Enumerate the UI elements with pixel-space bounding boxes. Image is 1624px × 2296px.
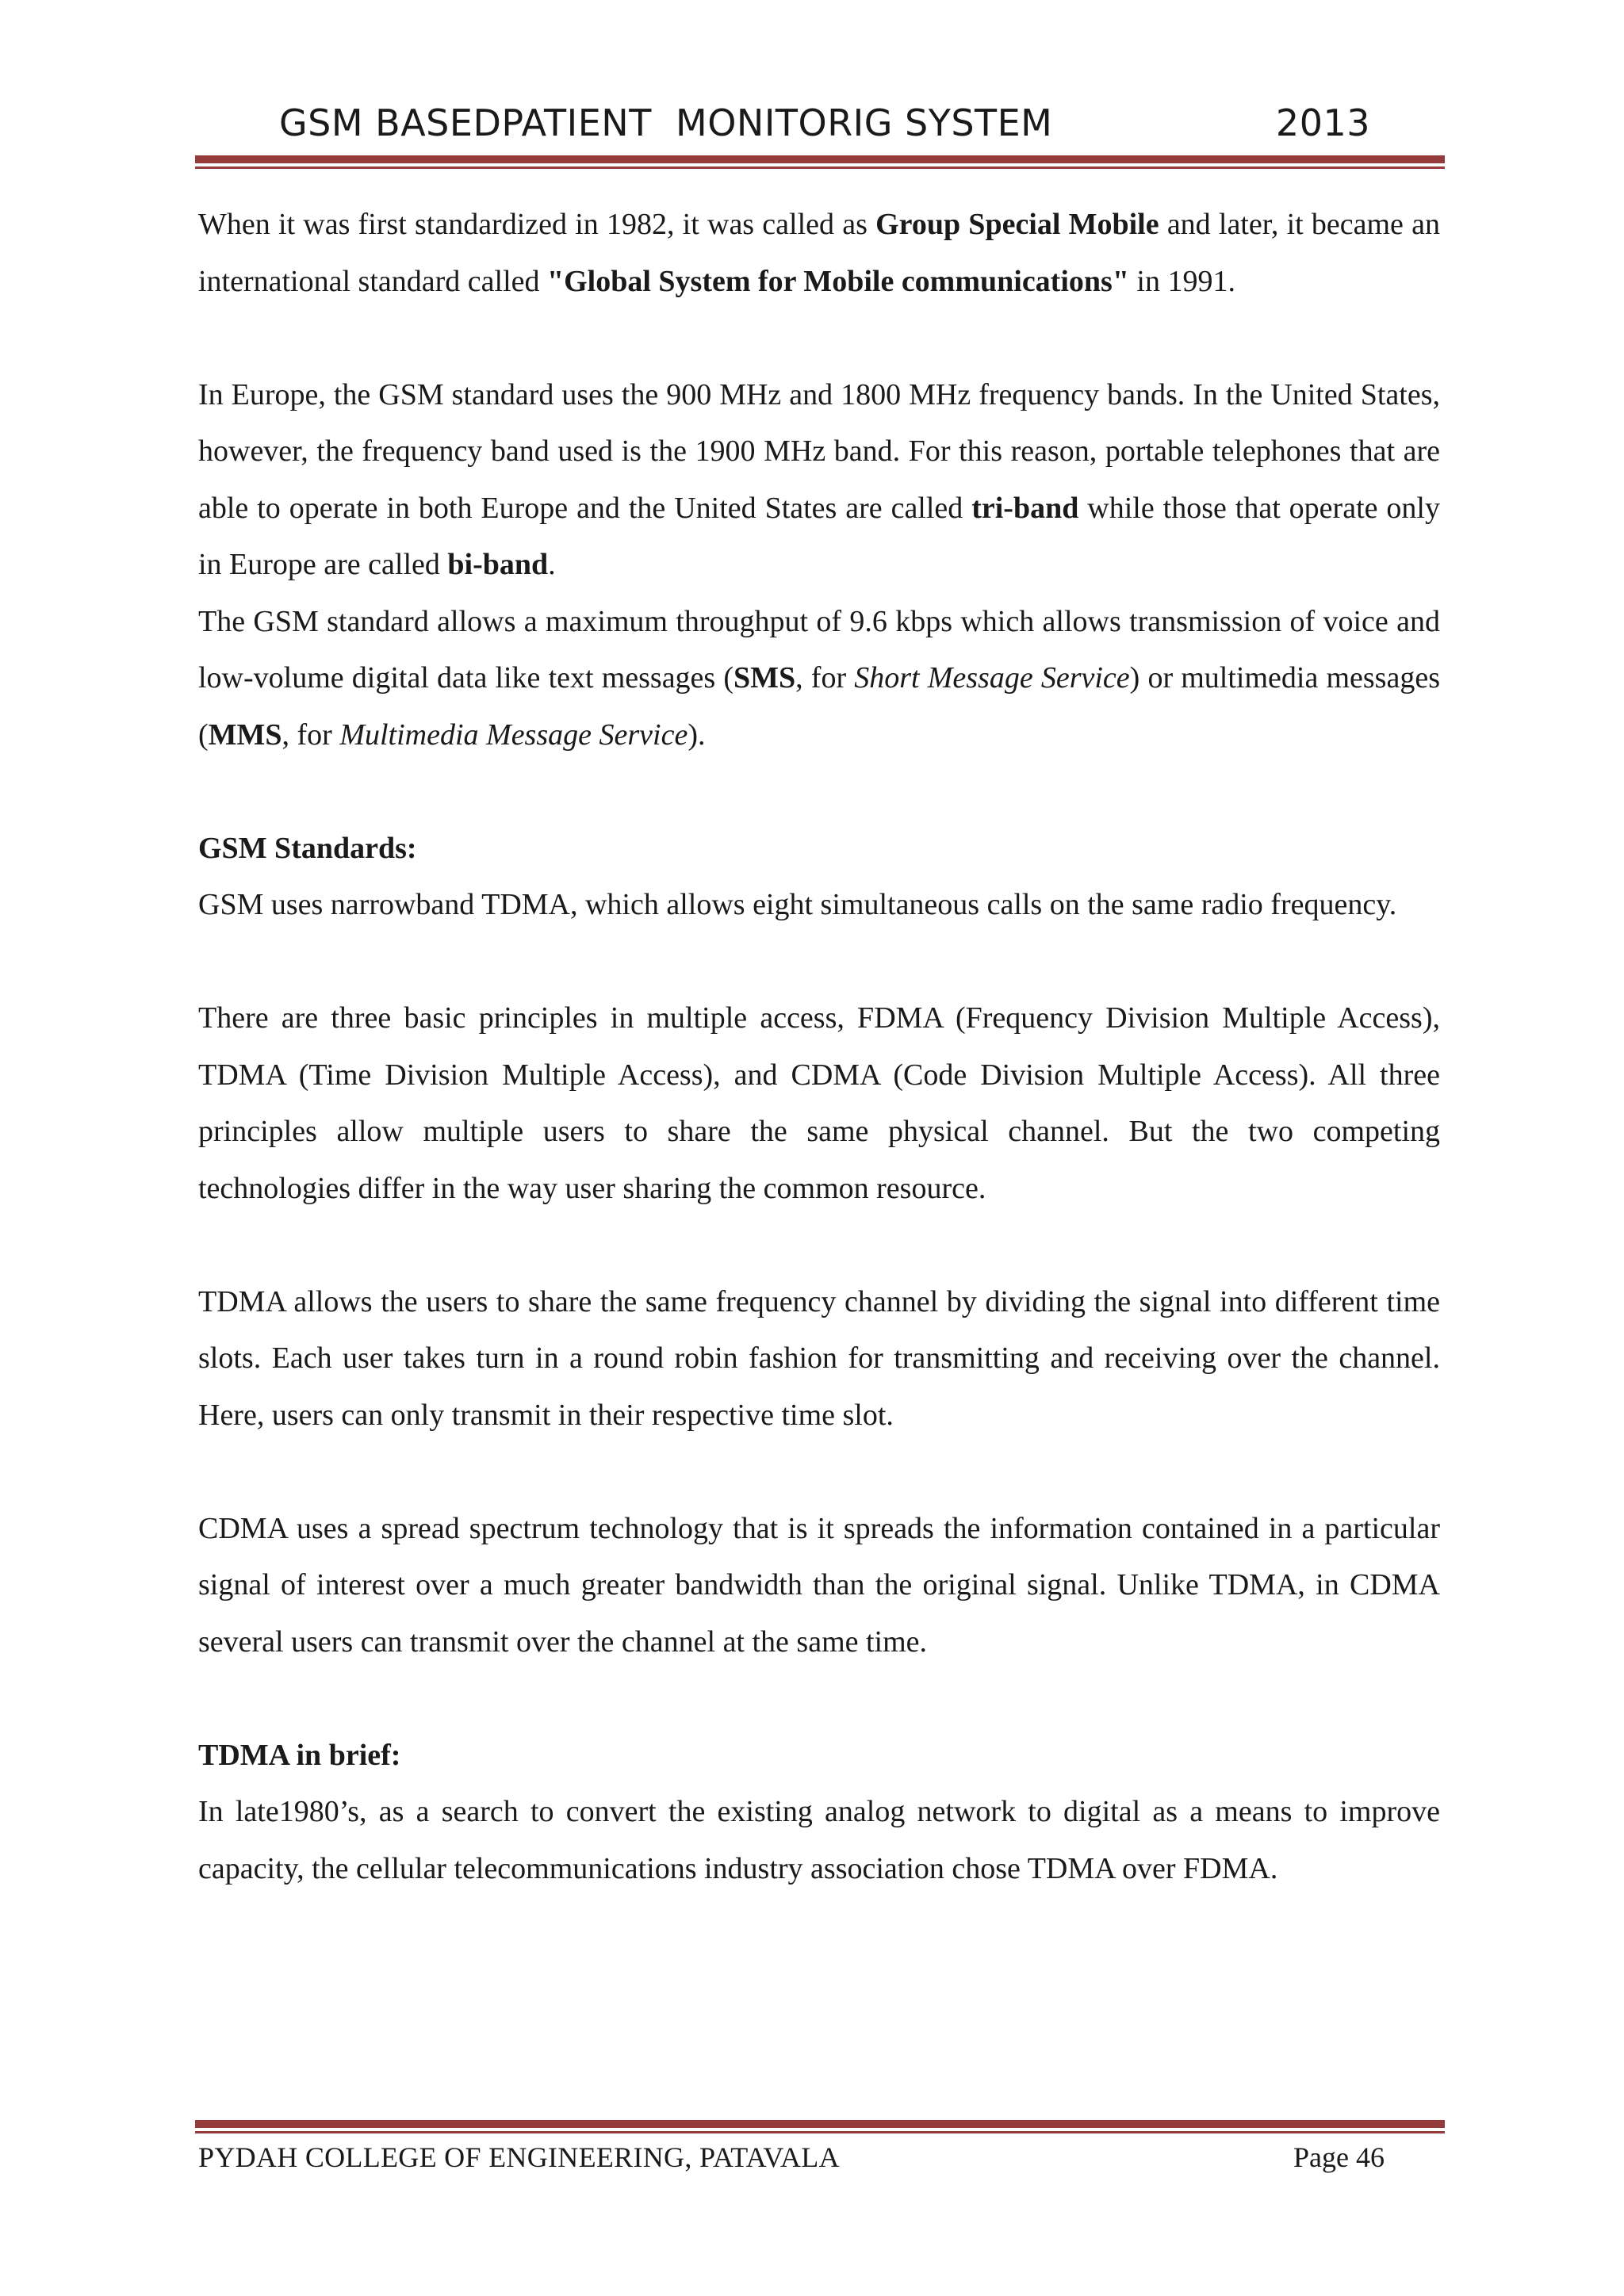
bold-term: tri-band [971,491,1079,525]
paragraph-tdma-description: TDMA allows the users to share the same frequency channel by dividing the signal into different time slots. Each user takes turn in a round robin fashion for transmitting and receiving over the channel. Here, users can only transmit in their respective time slot. [198,1284,1440,1432]
text-run: When it was first standardized in 1982, it was called as [198,208,876,241]
paragraph-gsm-history [198,197,1440,310]
italic-term: Short Message Service [854,661,1130,695]
text-run: in 1991. [1128,264,1235,298]
paragraph-tdma-history: In late1980’s, as a search to convert the existing analog network to digital as a means to improve capacity, the cellular telecommunications industry association chose TDMA over FDMA. [198,1795,1440,1885]
text-run: In Europe, the GSM standard uses the 900 MHz and 1800 MHz frequency bands. In the United States, however, the frequency band used is the 1900 MHz band. For this reason, portable telephones that are able to operate in both Europe and the United States are called [198,377,1440,525]
header-divider [195,155,1445,169]
footer-college: PYDAH COLLEGE OF ENGINEERING, PATAVALA [198,2141,840,2173]
text-run: ). [688,718,706,752]
bold-term: bi-band [447,548,549,581]
paragraph-throughput [198,594,1440,764]
text-run: ) or multimedia messages ( [198,661,1440,752]
section-heading-gsm-standards: GSM Standards: [198,831,417,865]
paragraph-frequency-bands [198,367,1440,594]
bold-term: MMS [208,718,282,752]
paragraph-cdma-description: CDMA uses a spread spectrum technology that is it spreads the information contained in a particular signal of interest over a much greater bandwidth than the original signal. Unlike TDMA, in CDMA several users can transmit over the channel at the same time. [198,1511,1440,1659]
header-year: 2013 [1275,101,1370,144]
bold-term: "Global System for Mobile communications" [547,264,1129,298]
italic-term: Multimedia Message Service [339,718,688,752]
text-run: . [548,548,556,581]
page-body [198,197,1440,1897]
paragraph-multiple-access: There are three basic principles in multiple access, FDMA (Frequency Division Multiple Access), TDMA (Time Division Multiple Access), and CDMA (Code Division Multiple Access). All three principles allow multiple users to share the same physical channel. But the two competing technologies differ in the way user sharing the common resource. [198,1001,1440,1205]
text-run: while those that operate only in Europe are called [198,491,1440,581]
page-number: Page 46 [1293,2141,1385,2173]
header-title: GSM BASEDPATIENT MONITORIG SYSTEM [279,101,1053,144]
page-header [279,101,1370,149]
text-run: and later, it became an international standard called [198,208,1440,298]
text-run: , for [795,661,855,695]
text-run: The GSM standard allows a maximum throughput of 9.6 kbps which allows transmission of voice and low-volume digital data like text messages ( [198,604,1440,695]
bold-term: SMS [733,661,796,695]
paragraph-narrowband-tdma: GSM uses narrowband TDMA, which allows eight simultaneous calls on the same radio frequency. [198,888,1397,921]
footer-divider [195,2120,1445,2133]
text-run: , for [282,718,340,752]
section-heading-tdma-brief: TDMA in brief: [198,1738,401,1772]
bold-term: Group Special Mobile [875,208,1159,241]
